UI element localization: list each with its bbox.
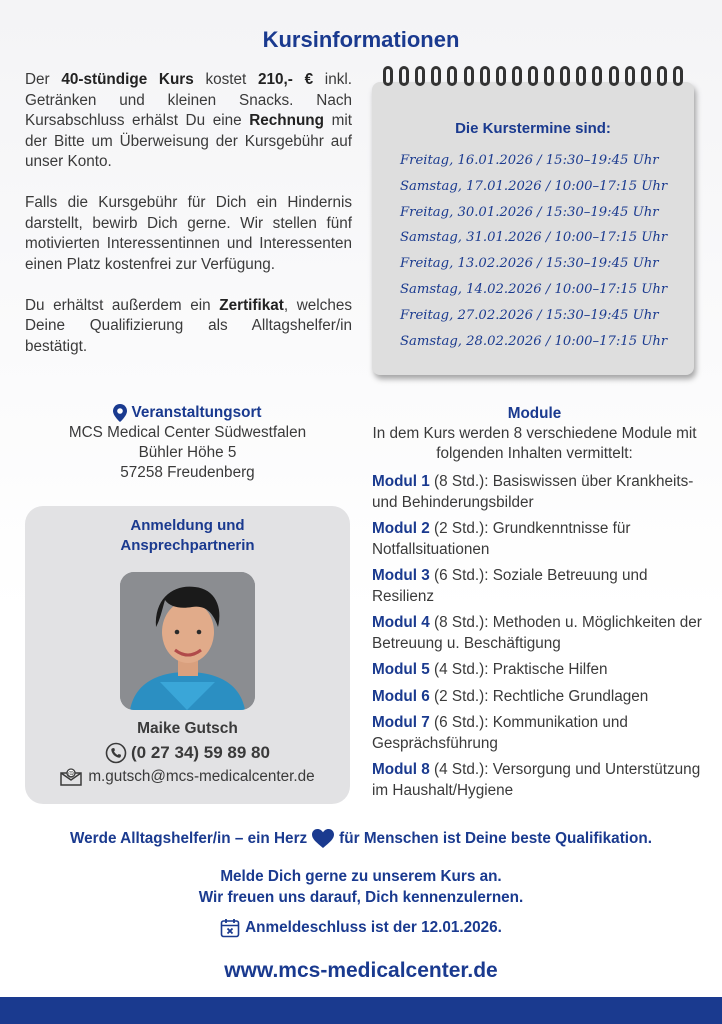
course-date: Samstag, 28.02.2026 / 10:00–17:15 Uhr — [400, 333, 668, 349]
module-item — [372, 713, 702, 754]
intro-highlight: 40-stündige Kurs — [61, 71, 194, 88]
phone-icon — [105, 742, 127, 764]
venue-city: 57258 Freudenberg — [120, 464, 255, 481]
intro-text-run: inkl. Getränken und kleinen Snacks. Nach Kursabschluss erhälst Du eine — [25, 71, 353, 129]
module-item — [372, 566, 702, 607]
module-item — [372, 613, 702, 654]
module-item — [372, 519, 702, 560]
venue-block — [25, 403, 350, 483]
notepad-ring — [399, 66, 409, 86]
notepad-ring — [609, 66, 619, 86]
course-date: Freitag, 30.01.2026 / 15:30–19:45 Uhr — [400, 204, 659, 220]
invitation: Melde Dich gerne zu unserem Kurs an. Wir freuen uns darauf, Dich kennenzulernen. — [198, 868, 524, 906]
notepad-ring — [576, 66, 586, 86]
module-description: (4 Std.): Praktische Hilfen — [429, 661, 608, 678]
notepad-ring — [673, 66, 683, 86]
module-description: (2 Std.): Rechtliche Grundlagen — [429, 687, 649, 705]
modules-intro: In dem Kurs werden 8 verschiedene Module mit folgenden Inhalten vermittelt: — [372, 425, 697, 462]
slogan: Werde Alltagshelfer/in – ein Herz für Menschen ist Deine beste Qualifikation. — [70, 829, 652, 847]
notepad-ring — [383, 66, 393, 86]
notepad-ring — [528, 66, 538, 86]
notepad-ring — [592, 66, 602, 86]
modules-heading: Module — [507, 405, 562, 422]
website-link[interactable]: www.mcs-medicalcenter.de — [224, 959, 498, 982]
intro-text-run: Der — [25, 71, 62, 88]
intro-text-run: mit der Bitte um Überweisung der Kursgebühr auf unser Konto. — [25, 112, 352, 170]
course-date: Samstag, 14.02.2026 / 10:00–17:15 Uhr — [400, 281, 668, 297]
venue-street: Bühler Höhe 5 — [138, 444, 237, 461]
intro-paragraph-free-places: Falls die Kursgebühr für Dich ein Hindernis darstellt, bewirb Dich gerne. Wir stellen fünf motivierten Interessentinnen und Interessenten einen Platz kostenfrei zur Verfügung. — [25, 194, 352, 273]
notepad-ring — [464, 66, 474, 86]
module-item — [372, 660, 702, 681]
module-name: Modul 6 — [372, 687, 430, 705]
module-description: (8 Std.): Methoden u. Möglichkeiten der Betreuung u. Beschäftigung — [372, 614, 702, 652]
notepad-ring — [447, 66, 457, 86]
module-description: (4 Std.): Versorgung und Unterstützung im Haushalt/Hygiene — [372, 761, 701, 799]
footer-bar — [0, 997, 722, 1024]
module-description: (6 Std.): Kommunikation und Gesprächsführung — [372, 714, 628, 752]
registration-deadline: Anmeldeschluss ist der 12.01.2026. — [0, 918, 722, 938]
course-date: Samstag, 17.01.2026 / 10:00–17:15 Uhr — [400, 178, 668, 194]
module-item — [372, 760, 702, 801]
venue-name: MCS Medical Center Südwestfalen — [68, 424, 307, 441]
contact-email[interactable]: @ m.gutsch@mcs-medicalcenter.de — [25, 768, 350, 786]
notepad-ring — [625, 66, 635, 86]
intro-paragraph-price — [25, 70, 352, 173]
module-description: (2 Std.): Grundkenntnisse für Notfallsituationen — [372, 520, 631, 558]
intro-text — [25, 70, 352, 378]
notepad-ring — [657, 66, 667, 86]
contact-name: Maike Gutsch — [137, 720, 238, 737]
course-date: Freitag, 16.01.2026 / 15:30–19:45 Uhr — [400, 153, 659, 168]
module-name: Modul 2 — [372, 520, 430, 537]
portrait-illustration — [120, 572, 255, 710]
module-name: Modul 3 — [372, 567, 430, 584]
notepad-ring — [480, 66, 490, 86]
notepad-ring — [512, 66, 522, 86]
module-name: Modul 7 — [372, 714, 430, 731]
dates-title: Die Kurstermine sind: — [455, 120, 611, 137]
contact-photo — [120, 572, 255, 710]
course-date: Freitag, 13.02.2026 / 15:30–19:45 Uhr — [400, 256, 659, 272]
email-icon — [60, 768, 82, 786]
notepad-rings — [383, 66, 683, 92]
notepad-ring — [415, 66, 425, 86]
course-date: Freitag, 27.02.2026 / 15:30–19:45 Uhr — [400, 307, 659, 323]
certificate-word: Zertifikat — [219, 296, 284, 314]
module-description: (8 Std.): Basiswissen über Krankheits- und Behinderungsbilder — [372, 473, 694, 511]
notepad-ring — [431, 66, 441, 86]
calendar-icon — [220, 918, 240, 938]
notepad-ring — [560, 66, 570, 86]
notepad-ring — [544, 66, 554, 86]
contact-box — [25, 506, 350, 804]
module-name: Modul 5 — [372, 661, 430, 678]
location-pin-icon — [113, 404, 127, 422]
module-name: Modul 1 — [372, 473, 430, 490]
module-name: Modul 8 — [372, 761, 430, 778]
page-title: Kursinformationen — [262, 27, 460, 52]
module-description: (6 Std.): Soziale Betreuung und Resilienz — [372, 567, 648, 605]
dates-list — [400, 150, 690, 356]
venue-heading: Veranstaltungsort — [25, 403, 350, 423]
intro-paragraph-certificate: Du erhältst außerdem ein Zertifikat, welches Deine Qualifizierung als Alltagshelfer/in bestätigt. — [25, 296, 352, 355]
course-date: Samstag, 31.01.2026 / 10:00–17:15 Uhr — [400, 230, 668, 246]
contact-heading: Anmeldung und Ansprechpartnerin — [120, 517, 255, 554]
notepad-ring — [496, 66, 506, 86]
intro-highlight: Rechnung — [249, 112, 324, 129]
modules-list — [372, 472, 702, 807]
svg-text:@: @ — [68, 769, 75, 778]
heart-icon — [312, 829, 334, 848]
module-item — [372, 472, 702, 513]
intro-highlight: 210,- € — [258, 71, 314, 88]
modules-heading-block — [372, 404, 697, 464]
module-name: Modul 4 — [372, 614, 430, 631]
module-item — [372, 687, 702, 708]
notepad-ring — [641, 66, 651, 86]
contact-phone[interactable]: (0 27 34) 59 89 80 — [25, 742, 350, 764]
intro-text-run: kostet — [193, 71, 258, 88]
